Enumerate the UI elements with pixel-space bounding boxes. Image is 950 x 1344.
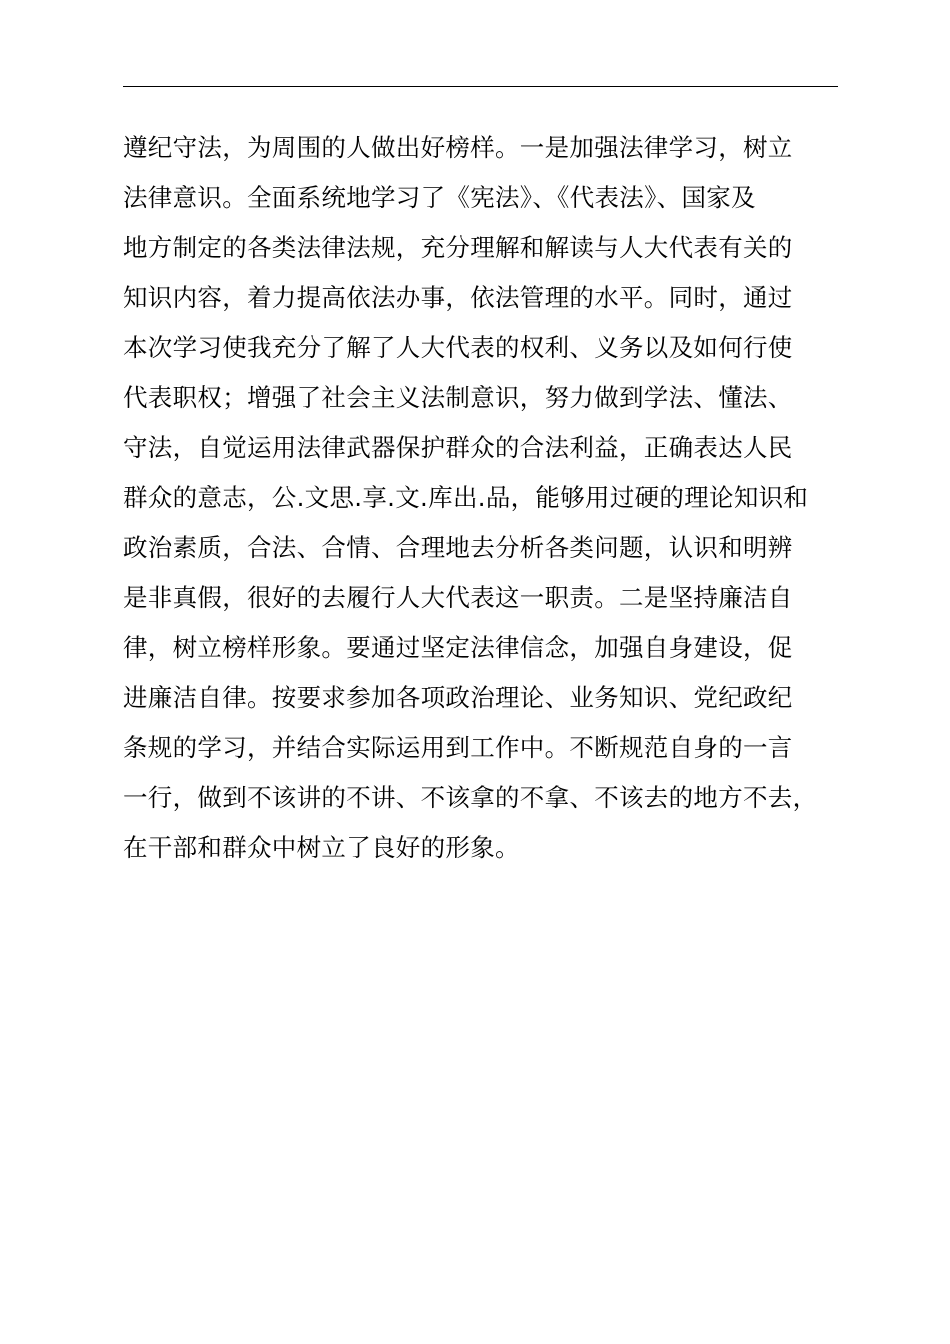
body-paragraph xyxy=(123,123,883,873)
header-rule xyxy=(123,86,838,87)
paragraph-line: 在干部和群众中树立了良好的形象。 xyxy=(123,833,520,862)
paragraph-line: 代表职权；增强了社会主义法制意识，努力做到学法、懂法、 xyxy=(123,383,793,412)
paragraph-line: 知识内容，着力提高依法办事，依法管理的水平。同时，通过 xyxy=(123,283,793,312)
paragraph-line: 群众的意志，公.文思.享.文.库出.品，能够用过硬的理论知识和 xyxy=(123,483,809,512)
paragraph-line: 是非真假，很好的去履行人大代表这一职责。二是坚持廉洁自 xyxy=(123,583,793,612)
paragraph-line: 律，树立榜样形象。要通过坚定法律信念，加强自身建设，促 xyxy=(123,633,793,662)
paragraph-line: 条规的学习，并结合实际运用到工作中。不断规范自身的一言 xyxy=(123,733,793,762)
paragraph-line: 本次学习使我充分了解了人大代表的权利、义务以及如何行使 xyxy=(123,333,793,362)
paragraph-line: 法律意识。全面系统地学习了《宪法》、《代表法》、国家及 xyxy=(123,183,756,212)
paragraph-line: 地方制定的各类法律法规，充分理解和解读与人大代表有关的 xyxy=(123,233,793,262)
paragraph-line: 一行，做到不该讲的不讲、不该拿的不拿、不该去的地方不去， xyxy=(123,783,818,812)
paragraph-line: 守法，自觉运用法律武器保护群众的合法利益，正确表达人民 xyxy=(123,433,793,462)
paragraph-line: 遵纪守法，为周围的人做出好榜样。一是加强法律学习，树立 xyxy=(123,133,793,162)
paragraph-line: 进廉洁自律。按要求参加各项政治理论、业务知识、党纪政纪 xyxy=(123,683,793,712)
paragraph-line: 政治素质，合法、合情、合理地去分析各类问题，认识和明辨 xyxy=(123,533,793,562)
